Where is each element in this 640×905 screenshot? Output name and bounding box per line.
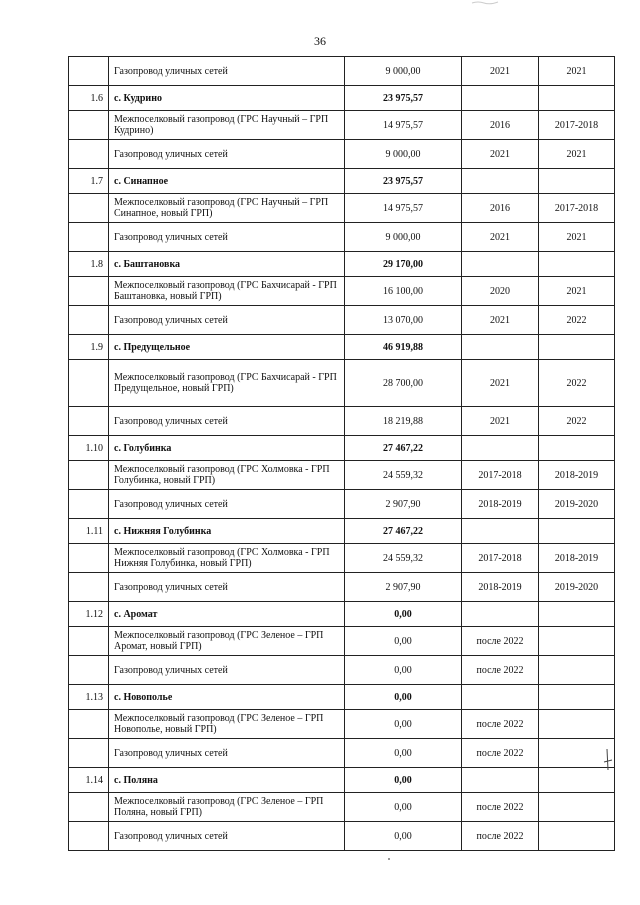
table-row (69, 461, 615, 490)
description-cell: Газопровод уличных сетей (109, 573, 345, 602)
end-year-cell: 2022 (539, 306, 615, 335)
row-number-cell: 1.7 (69, 169, 109, 194)
table-row (69, 656, 615, 685)
row-number-cell (69, 407, 109, 436)
row-number-cell: 1.9 (69, 335, 109, 360)
row-number-cell (69, 544, 109, 573)
end-year-cell (539, 169, 615, 194)
end-year-cell: 2019-2020 (539, 573, 615, 602)
row-number-cell (69, 710, 109, 739)
start-year-cell (462, 169, 539, 194)
cost-cell: 28 700,00 (345, 360, 462, 407)
cost-cell: 23 975,57 (345, 86, 462, 111)
end-year-cell: 2018-2019 (539, 544, 615, 573)
table-row (69, 407, 615, 436)
row-number-cell: 1.6 (69, 86, 109, 111)
description-cell: Газопровод уличных сетей (109, 822, 345, 851)
cost-cell: 0,00 (345, 822, 462, 851)
table-row (69, 277, 615, 306)
end-year-cell (539, 86, 615, 111)
end-year-cell (539, 627, 615, 656)
description-cell: с. Баштановка (109, 252, 345, 277)
description-cell: Газопровод уличных сетей (109, 223, 345, 252)
row-number-cell (69, 627, 109, 656)
end-year-cell: 2021 (539, 140, 615, 169)
start-year-cell (462, 685, 539, 710)
cost-cell: 24 559,32 (345, 461, 462, 490)
description-cell: Газопровод уличных сетей (109, 490, 345, 519)
table-row (69, 822, 615, 851)
start-year-cell: 2017-2018 (462, 461, 539, 490)
table-row (69, 739, 615, 768)
row-number-cell (69, 793, 109, 822)
row-number-cell: 1.12 (69, 602, 109, 627)
row-number-cell (69, 822, 109, 851)
start-year-cell: 2021 (462, 140, 539, 169)
table-row (69, 627, 615, 656)
table-row (69, 490, 615, 519)
description-cell: Межпоселковый газопровод (ГРС Холмовка - ГРП Голубинка, новый ГРП) (109, 461, 345, 490)
start-year-cell: 2017-2018 (462, 544, 539, 573)
table-row (69, 544, 615, 573)
row-number-cell (69, 656, 109, 685)
description-cell: Межпоселковый газопровод (ГРС Холмовка - ГРП Нижняя Голубинка, новый ГРП) (109, 544, 345, 573)
end-year-cell: 2021 (539, 223, 615, 252)
row-number-cell (69, 140, 109, 169)
cost-cell: 0,00 (345, 710, 462, 739)
description-cell: с. Новополье (109, 685, 345, 710)
start-year-cell (462, 436, 539, 461)
group-row (69, 602, 615, 627)
row-number-cell (69, 111, 109, 140)
cost-cell: 9 000,00 (345, 223, 462, 252)
start-year-cell (462, 768, 539, 793)
start-year-cell: 2018-2019 (462, 573, 539, 602)
end-year-cell (539, 519, 615, 544)
cost-cell: 18 219,88 (345, 407, 462, 436)
page-number: 36 (314, 34, 326, 48)
description-cell: с. Поляна (109, 768, 345, 793)
start-year-cell: 2018-2019 (462, 490, 539, 519)
cost-cell: 0,00 (345, 656, 462, 685)
start-year-cell: 2016 (462, 111, 539, 140)
row-number-cell: 1.10 (69, 436, 109, 461)
end-year-cell: 2021 (539, 277, 615, 306)
end-year-cell: 2017-2018 (539, 194, 615, 223)
description-cell: Газопровод уличных сетей (109, 140, 345, 169)
cost-cell: 27 467,22 (345, 519, 462, 544)
row-number-cell (69, 306, 109, 335)
group-row (69, 86, 615, 111)
cost-cell: 24 559,32 (345, 544, 462, 573)
description-cell: с. Кудрино (109, 86, 345, 111)
table-row (69, 140, 615, 169)
row-number-cell: 1.11 (69, 519, 109, 544)
row-number-cell (69, 490, 109, 519)
end-year-cell (539, 602, 615, 627)
start-year-cell: 2021 (462, 407, 539, 436)
row-number-cell (69, 57, 109, 86)
start-year-cell (462, 519, 539, 544)
end-year-cell (539, 656, 615, 685)
row-number-cell (69, 461, 109, 490)
description-cell: с. Синапное (109, 169, 345, 194)
cost-cell: 9 000,00 (345, 57, 462, 86)
end-year-cell (539, 685, 615, 710)
table-body (69, 57, 615, 851)
start-year-cell: 2020 (462, 277, 539, 306)
row-number-cell (69, 277, 109, 306)
row-number-cell: 1.13 (69, 685, 109, 710)
group-row (69, 252, 615, 277)
end-year-cell: 2022 (539, 360, 615, 407)
start-year-cell: 2021 (462, 306, 539, 335)
cost-cell: 0,00 (345, 793, 462, 822)
start-year-cell (462, 335, 539, 360)
start-year-cell: 2021 (462, 360, 539, 407)
row-number-cell (69, 360, 109, 407)
row-number-cell (69, 194, 109, 223)
start-year-cell (462, 252, 539, 277)
description-cell: Межпоселковый газопровод (ГРС Научный – ГРП Синапное, новый ГРП) (109, 194, 345, 223)
start-year-cell: 2021 (462, 57, 539, 86)
row-number-cell: 1.8 (69, 252, 109, 277)
end-year-cell: 2021 (539, 57, 615, 86)
start-year-cell: после 2022 (462, 793, 539, 822)
description-cell: Межпоселковый газопровод (ГРС Зеленое – ГРП Новополье, новый ГРП) (109, 710, 345, 739)
description-cell: Газопровод уличных сетей (109, 306, 345, 335)
start-year-cell: после 2022 (462, 627, 539, 656)
description-cell: Межпоселковый газопровод (ГРС Зеленое – ГРП Поляна, новый ГРП) (109, 793, 345, 822)
cost-cell: 2 907,90 (345, 573, 462, 602)
pen-mark (602, 748, 614, 772)
cost-cell: 2 907,90 (345, 490, 462, 519)
cost-cell: 14 975,57 (345, 194, 462, 223)
start-year-cell: 2016 (462, 194, 539, 223)
group-row (69, 768, 615, 793)
cost-cell: 0,00 (345, 627, 462, 656)
row-number-cell (69, 573, 109, 602)
table-row (69, 793, 615, 822)
table-row (69, 57, 615, 86)
start-year-cell (462, 86, 539, 111)
end-year-cell (539, 822, 615, 851)
end-year-cell: 2022 (539, 407, 615, 436)
group-row (69, 519, 615, 544)
table-row (69, 306, 615, 335)
cost-cell: 0,00 (345, 685, 462, 710)
group-row (69, 685, 615, 710)
cost-cell: 29 170,00 (345, 252, 462, 277)
end-year-cell (539, 710, 615, 739)
description-cell: Межпоселковый газопровод (ГРС Зеленое – ГРП Аромат, новый ГРП) (109, 627, 345, 656)
group-row (69, 335, 615, 360)
gas-pipeline-table (68, 56, 615, 851)
table-row (69, 573, 615, 602)
start-year-cell: 2021 (462, 223, 539, 252)
cost-cell: 0,00 (345, 739, 462, 768)
description-cell: Межпоселковый газопровод (ГРС Бахчисарай - ГРП Баштановка, новый ГРП) (109, 277, 345, 306)
description-cell: Газопровод уличных сетей (109, 407, 345, 436)
cost-cell: 16 100,00 (345, 277, 462, 306)
end-year-cell (539, 252, 615, 277)
scan-dot (388, 858, 390, 860)
cost-cell: 0,00 (345, 768, 462, 793)
group-row (69, 436, 615, 461)
start-year-cell: после 2022 (462, 710, 539, 739)
end-year-cell: 2017-2018 (539, 111, 615, 140)
description-cell: с. Нижняя Голубинка (109, 519, 345, 544)
description-cell: Газопровод уличных сетей (109, 656, 345, 685)
description-cell: с. Предущельное (109, 335, 345, 360)
cost-cell: 13 070,00 (345, 306, 462, 335)
cost-cell: 0,00 (345, 602, 462, 627)
table-row (69, 111, 615, 140)
row-number-cell: 1.14 (69, 768, 109, 793)
scan-smudge (470, 0, 500, 6)
table-row (69, 194, 615, 223)
table-row (69, 360, 615, 407)
end-year-cell (539, 793, 615, 822)
description-cell: с. Голубинка (109, 436, 345, 461)
start-year-cell: после 2022 (462, 656, 539, 685)
group-row (69, 169, 615, 194)
cost-cell: 46 919,88 (345, 335, 462, 360)
start-year-cell (462, 602, 539, 627)
description-cell: Газопровод уличных сетей (109, 57, 345, 86)
start-year-cell: после 2022 (462, 739, 539, 768)
description-cell: Межпоселковый газопровод (ГРС Бахчисарай - ГРП Предущельное, новый ГРП) (109, 360, 345, 407)
cost-cell: 27 467,22 (345, 436, 462, 461)
cost-cell: 14 975,57 (345, 111, 462, 140)
description-cell: Межпоселковый газопровод (ГРС Научный – ГРП Кудрино) (109, 111, 345, 140)
table-row (69, 710, 615, 739)
start-year-cell: после 2022 (462, 822, 539, 851)
cost-cell: 23 975,57 (345, 169, 462, 194)
description-cell: Газопровод уличных сетей (109, 739, 345, 768)
end-year-cell: 2018-2019 (539, 461, 615, 490)
cost-cell: 9 000,00 (345, 140, 462, 169)
end-year-cell: 2019-2020 (539, 490, 615, 519)
row-number-cell (69, 223, 109, 252)
description-cell: с. Аромат (109, 602, 345, 627)
end-year-cell (539, 436, 615, 461)
row-number-cell (69, 739, 109, 768)
table-row (69, 223, 615, 252)
end-year-cell (539, 335, 615, 360)
